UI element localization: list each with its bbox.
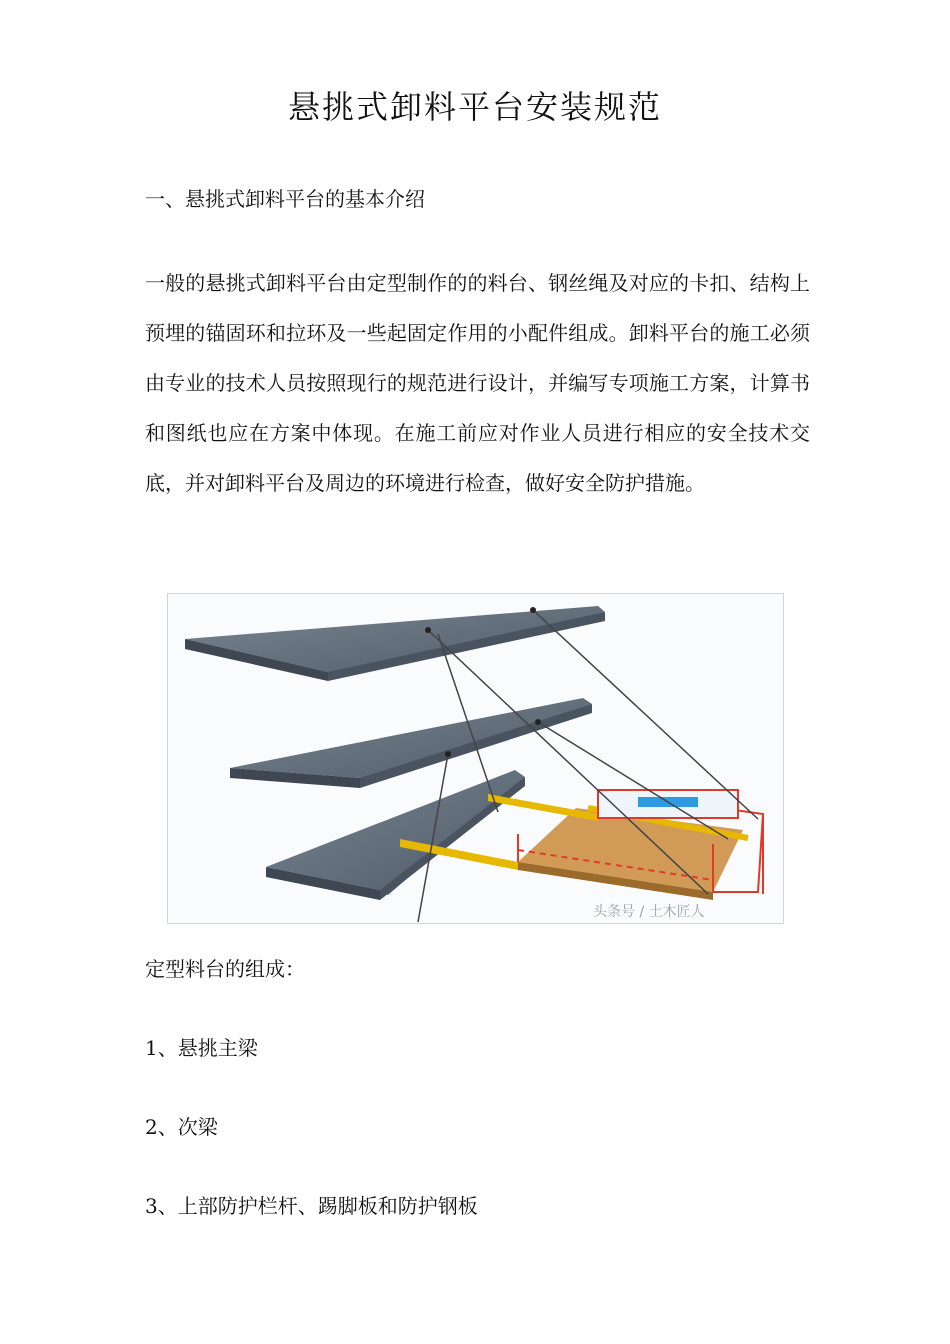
figure-watermark: 头条号 / 土木匠人 <box>593 904 705 920</box>
platform-illustration <box>167 593 784 924</box>
floor-slab-middle <box>230 698 592 788</box>
intro-paragraph: 一般的悬挑式卸料平台由定型制作的的料台、钢丝绳及对应的卡扣、结构上预埋的锚固环和拉环及一些起固定作用的小配件组成。卸料平台的施工必须由专业的技术人员按照现行的规范进行设计，并编写专项施工方案，计算书和图纸也应在方案中体现。在施工前应对作业人员进行相应的安全技术交底，并对卸料平台及周边的环境进行检查，做好安全防护措施。 <box>145 271 810 495</box>
floor-slab-top <box>185 606 605 681</box>
document-title: 悬挑式卸料平台安装规范 <box>287 88 662 126</box>
list-item: 3、上部防护栏杆、踢脚板和防护钢板 <box>145 1194 478 1218</box>
list-item: 2、次梁 <box>145 1115 218 1139</box>
figure-caption: 定型料台的组成： <box>145 957 305 981</box>
section-heading: 一、悬挑式卸料平台的基本介绍 <box>145 187 425 211</box>
floor-slab-bottom <box>266 770 525 900</box>
list-item: 1、悬挑主梁 <box>145 1036 258 1060</box>
